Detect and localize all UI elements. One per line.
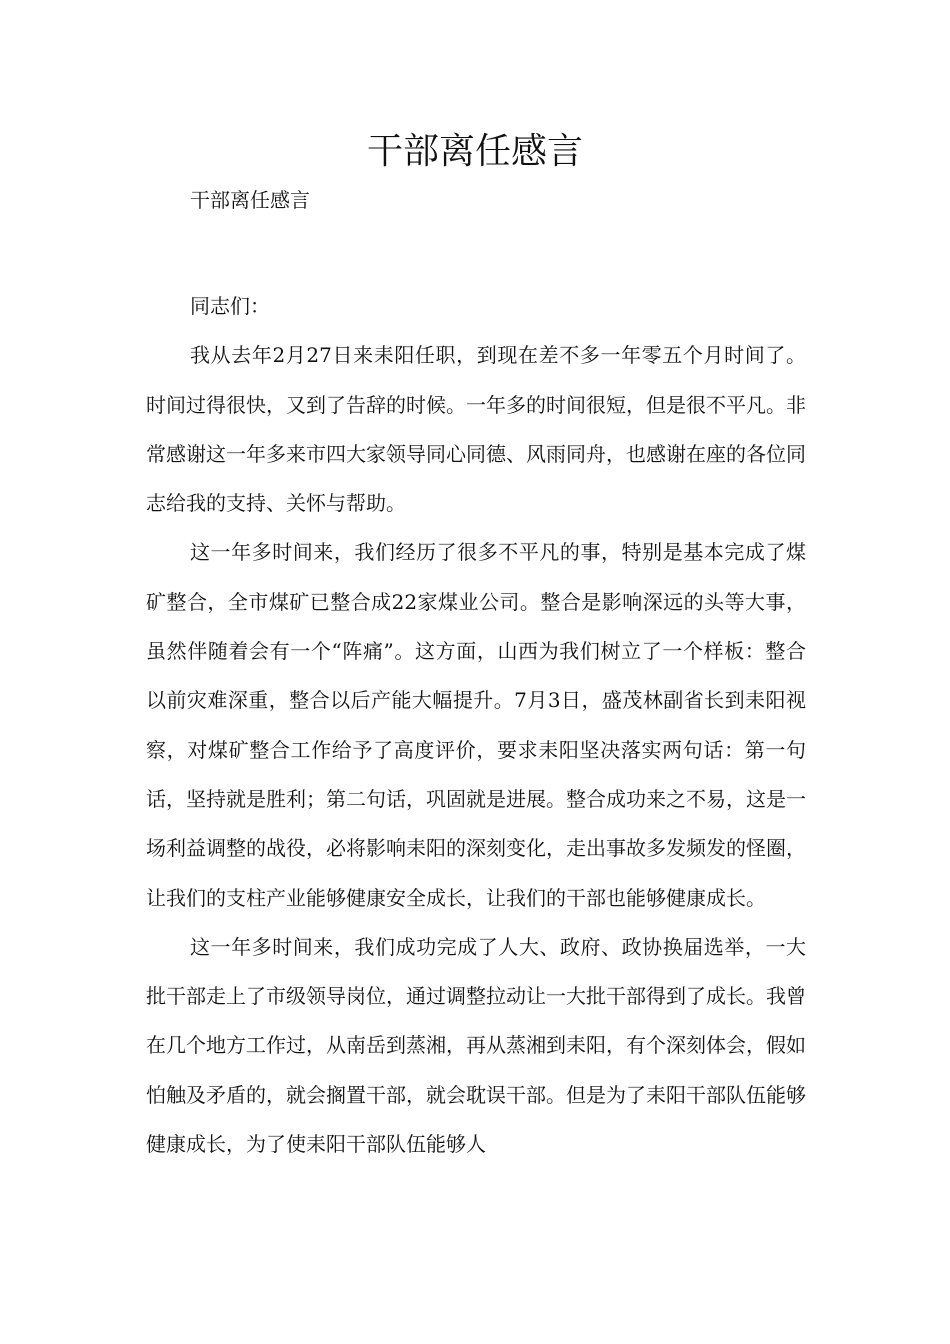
salutation: 同志们： [190,294,270,318]
paragraph: 这一年多时间来，我们经历了很多不平凡的事，特别是基本完成了煤矿整合，全市煤矿已整合成22家煤业公司。整合是影响深远的头等大事，虽然伴随着会有一个“阵痛”。这方面，山西为我们树立了一个样板：整合以前灾难深重，整合以后产能大幅提升。7月3日，盛茂林副省长到耒阳视察，对煤矿整合工作给予了高度评价，要求耒阳坚决落实两句话：第一句话，坚持就是胜利；第二句话，巩固就是进展。整合成功来之不易，这是一场利益调整的战役，必将影响耒阳的深刻变化，走出事故多发频发的怪圈，让我们的支柱产业能够健康安全成长，让我们的干部也能够健康成长。 [146,540,806,910]
document-title: 干部离任感言 [366,131,583,172]
document-body [146,282,806,1169]
paragraph: 我从去年2月27日来耒阳任职，到现在差不多一年零五个月时间了。时间过得很快，又到了告辞的时候。一年多的时间很短，但是很不平凡。非常感谢这一年多来市四大家领导同心同德、风雨同舟，也感谢在座的各位同志给我的支持、关怀与帮助。 [146,343,806,516]
document-subtitle: 干部离任感言 [190,188,310,212]
paragraph: 这一年多时间来，我们成功完成了人大、政府、政协换届选举，一大批干部走上了市级领导岗位，通过调整拉动让一大批干部得到了成长。我曾在几个地方工作过，从南岳到蒸湘，再从蒸湘到耒阳，有个深刻体会，假如怕触及矛盾的，就会搁置干部，就会耽误干部。但是为了耒阳干部队伍能够健康成长，为了使耒阳干部队伍能够人 [146,934,806,1157]
